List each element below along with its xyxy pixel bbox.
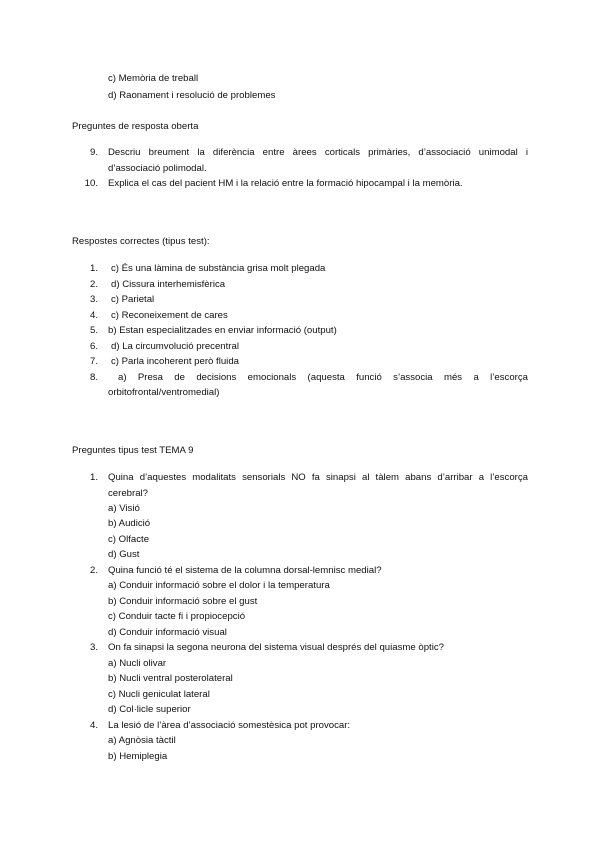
question-number: 10. bbox=[84, 178, 98, 189]
answer-text: c) Reconeixement de cares bbox=[111, 310, 228, 321]
option-line: a) Visió bbox=[108, 503, 140, 514]
option-line: d) Col·licle superior bbox=[108, 704, 191, 715]
answer-number: 3. bbox=[89, 294, 98, 305]
option-line: c) Conduir tacte fi i propiocepció bbox=[108, 611, 246, 622]
answer-number: 5. bbox=[89, 325, 98, 336]
answer-text: b) Estan especialitzades en enviar informació (output) bbox=[108, 325, 337, 336]
answer-text: c) És una làmina de substància grisa molt plegada bbox=[111, 263, 326, 274]
option-line: b) Nucli ventral posterolateral bbox=[108, 673, 233, 684]
answer-number: 6. bbox=[89, 341, 98, 352]
answer-number: 2. bbox=[89, 279, 98, 290]
option-line: d) Raonament i resolució de problemes bbox=[108, 90, 276, 101]
question-number: 2. bbox=[89, 565, 98, 576]
question-text: La lesió de l’àrea d’associació somestèsica pot provocar: bbox=[108, 720, 351, 731]
answer-text: c) Parla incoherent però fluida bbox=[111, 356, 239, 367]
option-line: c) Olfacte bbox=[108, 534, 150, 545]
option-line: c) Memòria de treball bbox=[108, 73, 199, 84]
option-line: b) Audició bbox=[108, 518, 151, 529]
answer-number: 8. bbox=[89, 372, 98, 383]
option-line: a) Nucli olivar bbox=[108, 658, 167, 669]
question-text: Descriu breument la diferència entre àrees corticals primàries, d’associació unimodal i bbox=[108, 147, 528, 158]
section-heading-open: Preguntes de resposta oberta bbox=[72, 121, 199, 132]
question-number: 1. bbox=[89, 472, 98, 483]
option-line: d) Gust bbox=[108, 549, 140, 560]
answer-number: 7. bbox=[89, 356, 98, 367]
question-number: 4. bbox=[89, 720, 98, 731]
answer-number: 1. bbox=[89, 263, 98, 274]
option-line: a) Agnòsia tàctil bbox=[108, 735, 176, 746]
option-line: a) Conduir informació sobre el dolor i la temperatura bbox=[108, 580, 330, 591]
question-text: Quina d’aquestes modalitats sensorials NO fa sinapsi al tàlem abans d’arribar a l’escorça bbox=[108, 472, 528, 483]
question-text: On fa sinapsi la segona neurona del sistema visual després del quiasme òptic? bbox=[108, 642, 444, 653]
answer-number: 4. bbox=[89, 310, 98, 321]
option-line: b) Conduir informació sobre el gust bbox=[108, 596, 258, 607]
option-line: b) Hemiplegia bbox=[108, 751, 168, 762]
question-number: 3. bbox=[89, 642, 98, 653]
question-number: 9. bbox=[89, 147, 98, 158]
section-heading-answers: Respostes correctes (tipus test): bbox=[72, 236, 210, 247]
option-line: d) Conduir informació visual bbox=[108, 627, 227, 638]
option-line: c) Nucli geniculat lateral bbox=[108, 689, 210, 700]
answer-text-cont: orbitofrontal/ventromedial) bbox=[108, 387, 220, 398]
question-text: Explica el cas del pacient HM i la relació entre la formació hipocampal i la memòria. bbox=[108, 178, 463, 189]
answer-text: d) Cissura interhemisfèrica bbox=[111, 279, 226, 290]
answer-text: c) Parietal bbox=[111, 294, 155, 305]
question-text-cont: d’associació polimodal. bbox=[108, 163, 207, 174]
section-heading-tema9: Preguntes tipus test TEMA 9 bbox=[72, 445, 194, 456]
question-text: Quina funció té el sistema de la columna dorsal-lemnisc medial? bbox=[108, 565, 382, 576]
answer-text: a) Presa de decisions emocionals (aquesta funció s’associa més a l’escorça bbox=[118, 372, 528, 383]
question-text-cont: cerebral? bbox=[108, 488, 148, 499]
answer-text: d) La circumvolució precentral bbox=[111, 341, 239, 352]
